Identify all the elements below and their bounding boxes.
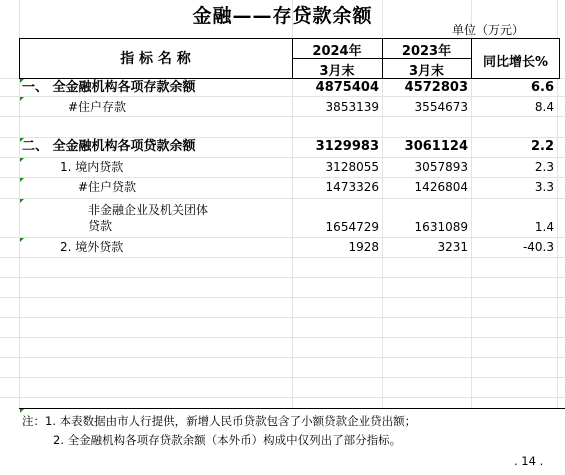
- row-growth: 1.4: [534, 220, 554, 234]
- row-value-2024: 3128055: [325, 160, 379, 174]
- row-label-line1: 非金融企业及机关团体: [88, 203, 209, 217]
- gridline: [0, 357, 565, 358]
- gridline: [0, 198, 565, 199]
- cell-comment-marker: [20, 238, 24, 242]
- header-2024-year: 2024年: [312, 44, 362, 59]
- page-title: 金融——存贷款余额: [192, 5, 373, 27]
- note-line-1: 注：1. 本表数据由市人行提供，新增人民币贷款包含了小额贷款企业贷出额；: [22, 414, 417, 428]
- row-value-2024: 3129983: [315, 139, 379, 154]
- page-number: . 14 .: [514, 454, 544, 468]
- row-value-2023: 3057893: [414, 160, 468, 174]
- header-2024-sub: 3月末: [319, 64, 355, 79]
- row-label: #住户存款: [68, 100, 127, 114]
- gridline: [0, 96, 565, 97]
- footer-rule: [19, 408, 565, 409]
- gridline: [0, 116, 565, 117]
- row-value-2023: 4572803: [404, 80, 468, 95]
- row-growth: -40.3: [522, 240, 554, 254]
- row-value-2024: 4875404: [315, 80, 379, 95]
- gridline: [0, 177, 565, 178]
- gridline: [0, 277, 565, 278]
- gridline: [0, 317, 565, 318]
- row-growth: 2.2: [530, 139, 554, 154]
- row-value-2023: 1426804: [414, 180, 468, 194]
- header-2023-sub: 3月末: [408, 64, 445, 79]
- header-2023-year: 2023年: [401, 44, 452, 59]
- gridline: [0, 137, 565, 138]
- cell-comment-marker: [20, 97, 24, 101]
- row-value-2024: 1928: [348, 240, 379, 254]
- gridline: [0, 397, 565, 398]
- row-label: #住户贷款: [78, 180, 137, 194]
- header-growth: 同比增长%: [482, 55, 549, 70]
- row-value-2024: 1654729: [325, 220, 379, 234]
- header-indicator: 指 标 名 称: [120, 51, 191, 67]
- gridline: [0, 337, 565, 338]
- row-label: 二、 全金融机构各项贷款余额: [22, 139, 196, 154]
- row-label-line2: 贷款: [88, 219, 113, 233]
- row-growth: 8.4: [534, 100, 554, 114]
- row-label: 一、 全金融机构各项存款余额: [22, 80, 196, 95]
- row-value-2024: 3853139: [325, 100, 379, 114]
- row-value-2023: 3061124: [404, 139, 468, 154]
- unit-label: 单位（万元）: [452, 23, 525, 37]
- cell-comment-marker: [20, 199, 24, 203]
- row-label: 1. 境内贷款: [60, 160, 124, 174]
- row-growth: 2.3: [534, 160, 554, 174]
- gridline: [0, 377, 565, 378]
- row-value-2024: 1473326: [325, 180, 379, 194]
- gridline: [0, 157, 565, 158]
- row-label: 2. 境外贷款: [60, 240, 124, 254]
- cell-comment-marker: [20, 178, 24, 182]
- cell-comment-marker: [20, 158, 24, 162]
- note-line-2: 2. 全金融机构各项存贷款余额（本外币）构成中仅列出了部分指标。: [53, 433, 402, 447]
- gridline: [0, 297, 565, 298]
- gridline: [0, 237, 565, 238]
- row-value-2023: 1631089: [414, 220, 468, 234]
- row-growth: 3.3: [534, 180, 554, 194]
- row-growth: 6.6: [530, 80, 554, 95]
- gridline: [0, 257, 565, 258]
- row-value-2023: 3554673: [414, 100, 468, 114]
- row-value-2023: 3231: [437, 240, 468, 254]
